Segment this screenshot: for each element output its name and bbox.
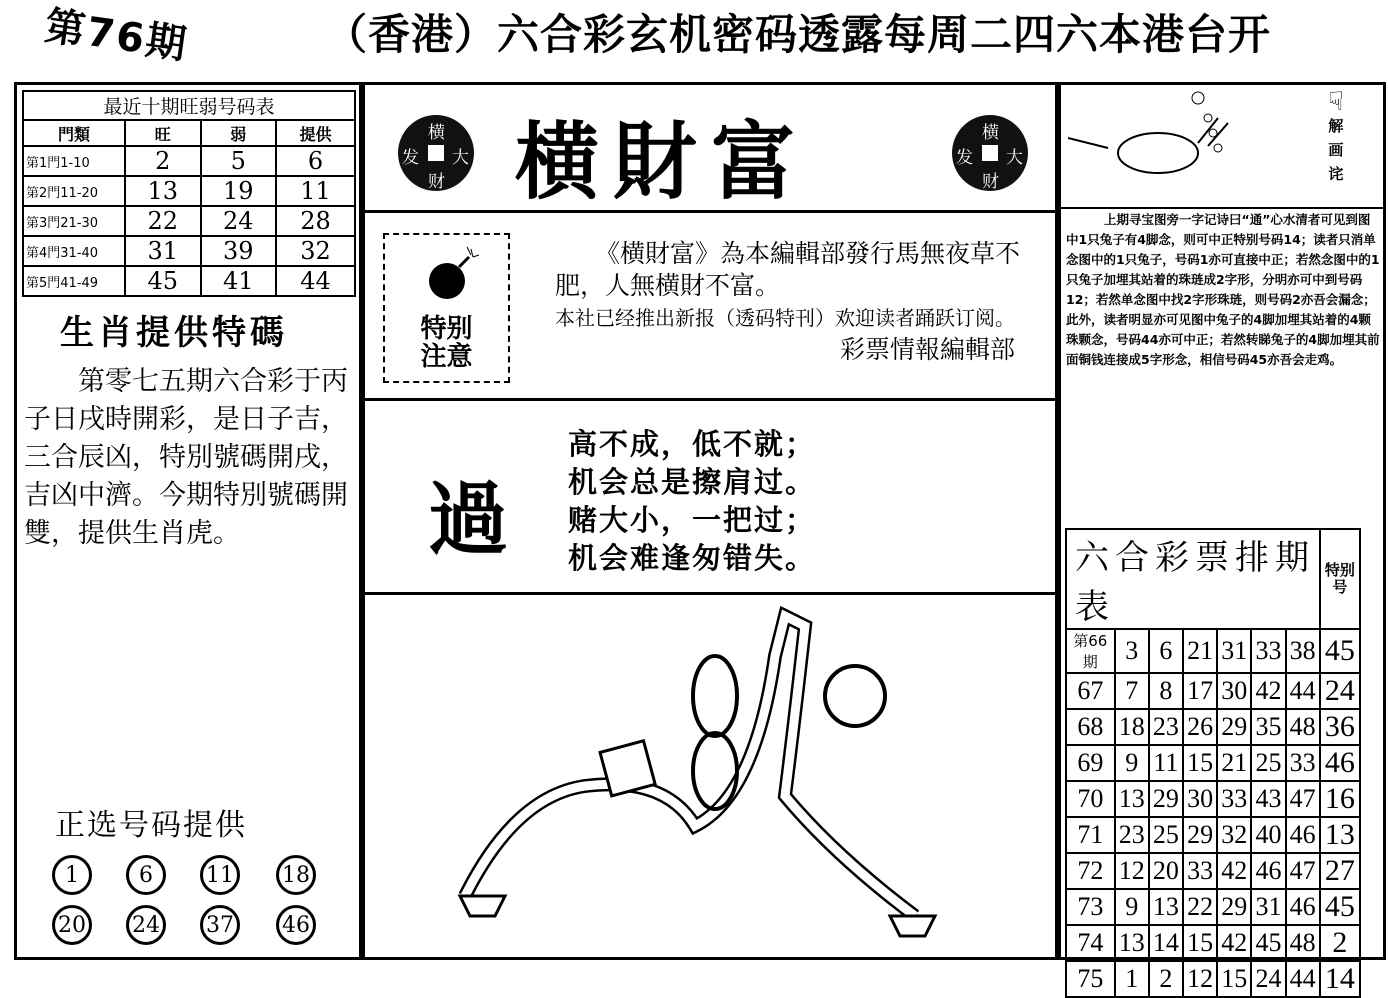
table-row [1066, 745, 1360, 781]
column-header: 提供 [276, 120, 355, 146]
table-cell: 45 [125, 266, 201, 296]
table-cell: 38 [1286, 629, 1320, 673]
poem: 高不成，低不就； 机会总是擦肩过。 赌大小，一把过； 机会难逢匆错失。 [568, 427, 817, 575]
coin-icon: 横 发 大 财 [398, 115, 474, 191]
table-cell: 第3門21-30 [23, 206, 125, 236]
table-cell: 第5門41-49 [23, 266, 125, 296]
table-cell: 14 [1320, 961, 1360, 997]
table-cell: 48 [1286, 709, 1320, 745]
weak-strong-table [22, 90, 356, 297]
draw-table [1065, 528, 1361, 998]
notice-label: 注意 [420, 342, 473, 372]
table-cell: 44 [1286, 961, 1320, 997]
table-cell: 75 [1066, 961, 1115, 997]
table-cell: 24 [1251, 961, 1285, 997]
table-cell: 15 [1183, 925, 1217, 961]
coin-icon: 横 发 大 财 [952, 115, 1028, 191]
table-row [23, 146, 355, 176]
table-cell: 13 [1149, 889, 1183, 925]
table-cell: 39 [201, 236, 277, 266]
table-cell: 22 [125, 206, 201, 236]
table-row [1066, 629, 1360, 673]
table-cell: 15 [1217, 961, 1251, 997]
puzzle-side-label: ☟ 解 画 诧 [1328, 87, 1344, 183]
table-cell: 8 [1149, 673, 1183, 709]
table-cell: 42 [1217, 853, 1251, 889]
table-cell: 2 [125, 146, 201, 176]
table-cell: 28 [276, 206, 355, 236]
table-cell: 第4門31-40 [23, 236, 125, 266]
table-cell: 47 [1286, 781, 1320, 817]
table-row [23, 236, 355, 266]
table-row [1066, 961, 1360, 997]
lucky-illustration [365, 596, 1055, 958]
notice-text: 《横財富》為本編輯部發行馬無夜草不肥，人無横財不富。 本社已经推出新报（透码特刊）欢迎读者踊跃订阅。 彩票情報編輯部 [555, 239, 1021, 364]
pick-ball: 37 [200, 905, 240, 945]
table-cell: 12 [1183, 961, 1217, 997]
table-cell: 29 [1217, 709, 1251, 745]
table-cell: 13 [1115, 925, 1149, 961]
table-caption: 最近十期旺弱号码表 [23, 91, 355, 120]
table-cell: 9 [1115, 745, 1149, 781]
table-cell: 31 [125, 236, 201, 266]
table-row [1066, 673, 1360, 709]
divider [362, 592, 1058, 595]
notice-label: 特别 [420, 314, 473, 344]
issue-number: 第76期 [42, 3, 191, 69]
table-cell: 29 [1183, 817, 1217, 853]
table-cell: 22 [1183, 889, 1217, 925]
table-cell: 46 [1320, 745, 1360, 781]
table-cell: 30 [1183, 781, 1217, 817]
column-header: 旺 [125, 120, 201, 146]
table-cell: 45 [1320, 629, 1360, 673]
table-cell: 1 [1115, 961, 1149, 997]
pick-ball: 18 [276, 855, 316, 895]
pick-ball: 24 [126, 905, 166, 945]
table-cell: 23 [1115, 817, 1149, 853]
table-cell: 31 [1251, 889, 1285, 925]
pick-ball: 1 [52, 855, 92, 895]
table-cell: 7 [1115, 673, 1149, 709]
table-cell: 71 [1066, 817, 1115, 853]
table-cell: 25 [1251, 745, 1285, 781]
table-cell: 12 [1115, 853, 1149, 889]
table-cell: 46 [1286, 817, 1320, 853]
table-cell: 第66期 [1066, 629, 1115, 673]
table-cell: 11 [276, 176, 355, 206]
table-cell: 16 [1320, 781, 1360, 817]
pick-ball: 46 [276, 905, 316, 945]
table-cell: 14 [1149, 925, 1183, 961]
table-cell: 47 [1286, 853, 1320, 889]
table-cell: 44 [276, 266, 355, 296]
pick-ball: 11 [200, 855, 240, 895]
table-cell: 29 [1217, 889, 1251, 925]
table-cell: 21 [1217, 745, 1251, 781]
table-cell: 24 [1320, 673, 1360, 709]
table-cell: 6 [276, 146, 355, 176]
table-cell: 73 [1066, 889, 1115, 925]
table-row [1066, 889, 1360, 925]
table-cell: 45 [1251, 925, 1285, 961]
table-row [1066, 781, 1360, 817]
table-row [1066, 817, 1360, 853]
table-row [23, 266, 355, 296]
table-cell: 40 [1251, 817, 1285, 853]
table-cell: 18 [1115, 709, 1149, 745]
table-cell: 9 [1115, 889, 1149, 925]
column-header: 弱 [201, 120, 277, 146]
ingot-icon [890, 916, 935, 936]
table-cell: 21 [1183, 629, 1217, 673]
table-cell: 13 [1320, 817, 1360, 853]
table-cell: 69 [1066, 745, 1115, 781]
table-cell: 68 [1066, 709, 1115, 745]
table-cell: 第1門1-10 [23, 146, 125, 176]
table-cell: 72 [1066, 853, 1115, 889]
table-cell: 24 [201, 206, 277, 236]
table-cell: 33 [1183, 853, 1217, 889]
table-cell: 32 [1217, 817, 1251, 853]
notice-badge [383, 233, 510, 383]
table-cell: 30 [1217, 673, 1251, 709]
table-cell: 48 [1286, 925, 1320, 961]
table-cell: 74 [1066, 925, 1115, 961]
divider [1058, 207, 1386, 209]
table-cell: 33 [1251, 629, 1285, 673]
table-cell: 17 [1183, 673, 1217, 709]
masthead-title: 横財富 [515, 112, 810, 211]
rabbit-illustration [1068, 88, 1288, 198]
table-cell: 20 [1149, 853, 1183, 889]
table-cell: 3 [1115, 629, 1149, 673]
table-cell: 27 [1320, 853, 1360, 889]
table-cell: 70 [1066, 781, 1115, 817]
special-label: 特别号 [1320, 529, 1360, 629]
table-row [23, 206, 355, 236]
table-row [1066, 925, 1360, 961]
table-cell: 43 [1251, 781, 1285, 817]
dice-icon [600, 741, 655, 796]
table-cell: 42 [1217, 925, 1251, 961]
table-cell: 33 [1217, 781, 1251, 817]
table-cell: 36 [1320, 709, 1360, 745]
table-cell: 46 [1286, 889, 1320, 925]
table-cell: 第2門11-20 [23, 176, 125, 206]
draw-table-title: 六合彩票排期表 [1066, 529, 1320, 629]
table-row [1066, 709, 1360, 745]
table-cell: 13 [125, 176, 201, 206]
table-cell: 35 [1251, 709, 1285, 745]
table-cell: 67 [1066, 673, 1115, 709]
table-cell: 29 [1149, 781, 1183, 817]
poem-big-char: 過 [428, 473, 508, 566]
table-cell: 42 [1251, 673, 1285, 709]
table-cell: 25 [1149, 817, 1183, 853]
table-cell: 23 [1149, 709, 1183, 745]
table-cell: 32 [276, 236, 355, 266]
pick-ball: 20 [52, 905, 92, 945]
table-cell: 46 [1251, 853, 1285, 889]
table-cell: 45 [1320, 889, 1360, 925]
table-cell: 33 [1286, 745, 1320, 781]
column-header: 門類 [23, 120, 125, 146]
table-cell: 41 [201, 266, 277, 296]
table-cell: 5 [201, 146, 277, 176]
bomb-icon [423, 245, 483, 305]
zodiac-heading: 生肖提供特碼 [60, 313, 288, 353]
picks-heading: 正选号码提供 [55, 808, 247, 843]
table-cell: 31 [1217, 629, 1251, 673]
table-cell: 2 [1149, 961, 1183, 997]
divider [362, 398, 1058, 401]
zodiac-text: 第零七五期六合彩于丙子日戌時開彩，是日子吉，三合辰凶，特別號碼開戌，吉凶中濟。今期特別號碼開雙，提供生肖虎。 [24, 366, 348, 549]
coin-icon [825, 666, 885, 726]
puzzle-text: 上期寻宝图旁一字记诗曰“通”心水清者可见到图中1只兔子有4脚念，则可中正特别号码14；读者只消单念图中的1只兔子，号码1亦可直接中正；若然念图中的1只兔子加埋其站着的珠琏成2字形，分明亦可中到号码12；若然单念图中找2字形珠琏，则号码2亦吾会漏念；此外，读者明显亦可见图中兔子的4脚加埋其站着的4颗珠颗念，号码44亦可中正；若然转睇兔子的4脚加埋其前面铜钱连接成5字形念，相信号码45亦吾会走鸡。 [1066, 212, 1380, 367]
table-cell: 19 [201, 176, 277, 206]
table-row [1066, 853, 1360, 889]
table-row [23, 176, 355, 206]
headline: （香港）六合彩玄机密码透露每周二四六本港台开 [325, 10, 1272, 59]
ingot-icon [460, 896, 505, 916]
table-cell: 15 [1183, 745, 1217, 781]
pick-ball: 6 [126, 855, 166, 895]
table-cell: 13 [1115, 781, 1149, 817]
table-cell: 2 [1320, 925, 1360, 961]
table-cell: 6 [1149, 629, 1183, 673]
table-cell: 11 [1149, 745, 1183, 781]
table-cell: 44 [1286, 673, 1320, 709]
hand-pointer-icon: ☟ [1328, 87, 1344, 117]
table-cell: 26 [1183, 709, 1217, 745]
